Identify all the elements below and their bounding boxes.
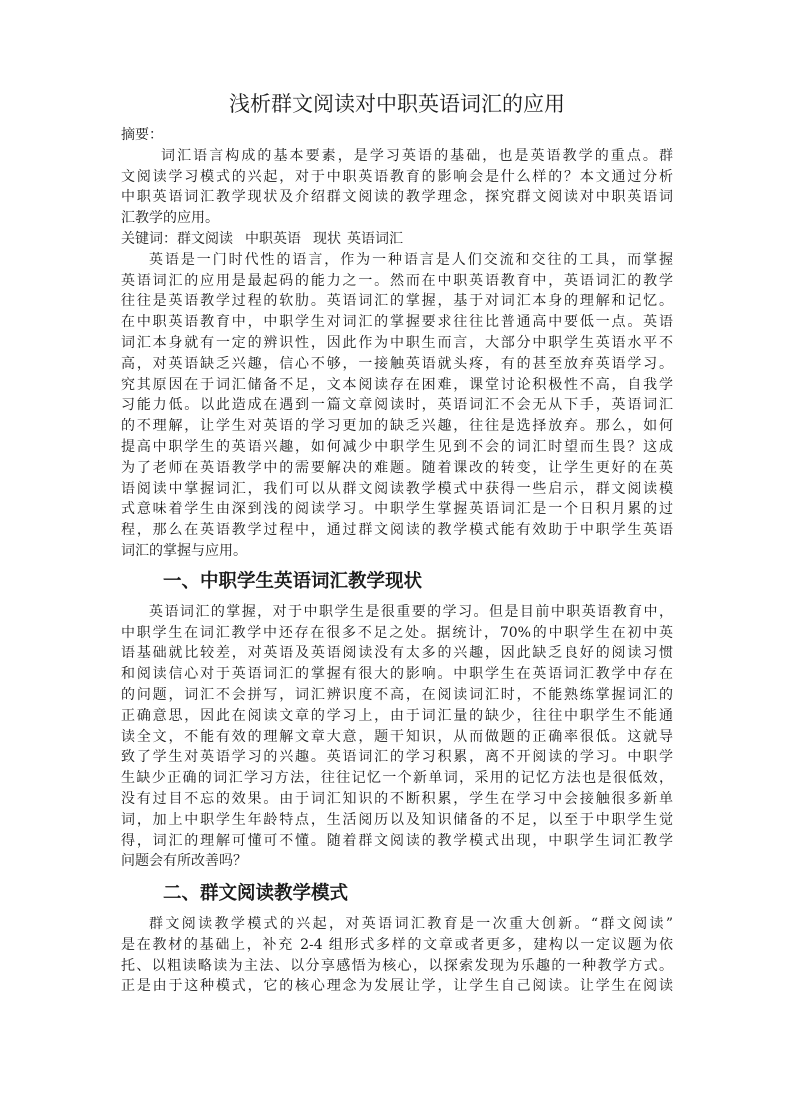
text-line: 和阅读信心对于英语词汇的掌握有很大的影响。中职学生在英语词汇教学中存在: [121, 666, 673, 683]
text-line: 文阅读学习模式的兴起，对于中职英语教育的影响会是什么样的？本文通过分析: [121, 168, 673, 185]
text-line: 词汇语言构成的基本要素，是学习英语的基础，也是英语教学的重点。群: [161, 147, 673, 164]
keywords-label: 关键词：: [121, 230, 177, 247]
text-line: 生缺少正确的词汇学习方法，往往记忆一个新单词，采用的记忆方法也是很低效，: [121, 770, 673, 787]
text-line: 正确意思，因此在阅读文章的学习上，由于词汇量的缺少，往往中职学生不能通: [121, 707, 673, 724]
text-line: 往往是英语教学过程的软肋。英语词汇的掌握，基于对词汇本身的理解和记忆。: [121, 293, 673, 310]
text-line: 词汇的掌握与应用。: [121, 542, 247, 559]
text-line: 英语词汇的掌握，对于中职学生是很重要的学习。但是目前中职英语教育中，: [149, 603, 673, 620]
text-line: 汇教学的应用。: [121, 210, 219, 227]
text-line: 提高中职学生的英语兴趣，如何减少中职学生见到不会的词汇时望而生畏？这成: [121, 438, 673, 455]
document-body: [121, 125, 673, 997]
text-line: 中职学生在词汇教学中还存在很多不足之处。据统计，70%的中职学生在初中英: [121, 624, 673, 641]
text-line: 托、以粗读略读为主法、以分享感悟为核心，以探索发现为乐趣的一种教学方式。: [121, 957, 673, 974]
text-line: 语基础就比较差，对英语及英语阅读没有太多的兴趣，因此缺乏良好的阅读习惯: [121, 645, 673, 662]
text-line: 语阅读中掌握词汇，我们可以从群文阅读教学模式中获得一些启示，群文阅读模: [121, 480, 673, 497]
text-line: 读全文，不能有效的理解文章大意，题干知识，从而做题的正确率很低。这就导: [121, 728, 673, 745]
text-line: 的问题，词汇不会拼写，词汇辨识度不高，在阅读词汇时，不能熟练掌握词汇的: [121, 686, 673, 703]
text-line: 中职英语词汇教学现状及介绍群文阅读的教学理念，探究群文阅读对中职英语词: [121, 189, 673, 206]
abstract-paragraph: [121, 146, 673, 229]
keyword: 中职英语: [245, 230, 301, 247]
text-line: 词汇本身就有一定的辨识性，因此作为中职生而言，大部分中职学生英语水平不: [121, 334, 673, 351]
text-line: 是在教材的基础上，补充 2-4 组形式多样的文章或者更多，建构以一定议题为依: [121, 936, 673, 953]
keywords-line: [121, 229, 673, 250]
text-line: 词，加上中职学生年龄特点，生活阅历以及知识储备的不足，以至于中职学生觉: [121, 811, 673, 828]
text-line: 高，对英语缺乏兴趣，信心不够，一接触英语就头疼，有的甚至放弃英语学习。: [121, 355, 673, 372]
text-line: 究其原因在于词汇储备不足，文本阅读存在困难，课堂讨论积极性不高，自我学: [121, 376, 673, 393]
keyword: 群文阅读: [177, 230, 233, 247]
text-line: 群文阅读教学模式的兴起，对英语词汇教育是一次重大创新。“群文阅读”: [149, 916, 673, 933]
document-title: 浅析群文阅读对中职英语词汇的应用: [229, 92, 565, 116]
text-line: 程，那么在英语教学过程中，通过群文阅读的教学模式能有效助于中职学生英语: [121, 522, 673, 539]
text-line: 英语词汇的应用是最起码的能力之一。然而在中职英语教育中，英语词汇的教学: [121, 272, 673, 289]
text-line: 的不理解，让学生对英语的学习更加的缺乏兴趣，往往是选择放弃。那么，如何: [121, 418, 673, 435]
text-line: 致了学生对英语学习的兴趣。英语词汇的学习积累，离不开阅读的学习。中职学: [121, 749, 673, 766]
text-line: 正是由于这种模式，它的核心理念为发展让学，让学生自己阅读。让学生在阅读: [121, 978, 673, 995]
section-heading-1: 一、中职学生英语词汇教学现状: [163, 570, 423, 592]
text-line: 没有过目不忘的效果。由于词汇知识的不断积累，学生在学习中会接触很多新单: [121, 790, 673, 807]
text-line: 得，词汇的理解可懂可不懂。随着群文阅读的教学模式出现，中职学生词汇教学: [121, 832, 673, 849]
text-line: 式意味着学生由深到浅的阅读学习。中职学生掌握英语词汇是一个日积月累的过: [121, 501, 673, 518]
abstract-label: 摘要：: [121, 127, 163, 143]
text-line: 问题会有所改善吗？: [121, 853, 247, 870]
text-line: 为了老师在英语教学中的需要解决的难题。随着课改的转变，让学生更好的在英: [121, 459, 673, 476]
keyword: 英语词汇: [347, 230, 403, 247]
section-1-paragraph: [121, 602, 673, 872]
keyword: 现状: [313, 230, 341, 247]
text-line: 英语是一门时代性的语言，作为一种语言是人们交流和交往的工具，而掌握: [149, 251, 673, 268]
intro-paragraph: [121, 250, 673, 562]
text-line: 习能力低。以此造成在遇到一篇文章阅读时，英语词汇不会无从下手，英语词汇: [121, 397, 673, 414]
section-2-paragraph: [121, 914, 673, 997]
text-line: 在中职英语教育中，中职学生对词汇的掌握要求往往比普通高中要低一点。英语: [121, 314, 673, 331]
section-heading-2: 二、群文阅读教学模式: [163, 883, 349, 905]
